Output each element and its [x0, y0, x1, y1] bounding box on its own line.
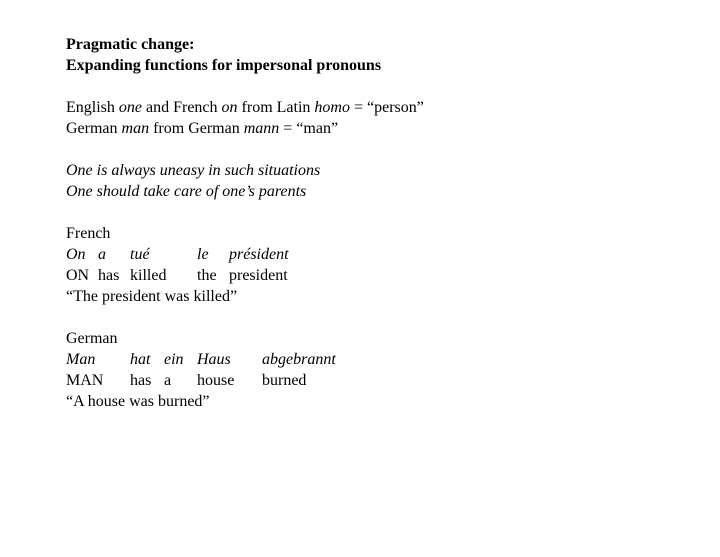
gloss-word: house: [197, 372, 235, 389]
spacer: [66, 139, 424, 160]
gloss-word: tué: [130, 246, 150, 263]
etymology-text: from German: [149, 120, 244, 137]
gloss-word: has: [130, 372, 152, 389]
french-source-line: [66, 244, 424, 265]
etymology-line-english-french: [66, 97, 424, 118]
slide-title-line-1: Pragmatic change:: [66, 36, 195, 53]
english-example: One should take care of one’s parents: [66, 183, 307, 200]
german-label: German: [66, 330, 118, 347]
etymology-text: German: [66, 120, 122, 137]
gloss-word: killed: [130, 267, 167, 284]
spacer: [66, 76, 424, 97]
gloss-word: Haus: [197, 351, 231, 368]
gloss-word: a: [98, 246, 106, 263]
spacer: [66, 307, 424, 328]
french-gloss-line: [66, 265, 424, 286]
etymology-term: man: [121, 120, 150, 137]
etymology-term: homo: [314, 99, 350, 116]
etymology-text: English: [66, 99, 119, 116]
gloss-word: MAN: [66, 372, 104, 389]
gloss-word: burned: [262, 372, 307, 389]
gloss-word: ON: [66, 267, 90, 284]
german-gloss-line: [66, 370, 424, 391]
gloss-word: a: [164, 372, 172, 389]
slide-content: [66, 34, 424, 412]
spacer: [66, 202, 424, 223]
french-label: French: [66, 225, 111, 242]
etymology-line-german: [66, 118, 424, 139]
etymology-term: one: [118, 99, 142, 116]
gloss-word: hat: [130, 351, 151, 368]
gloss-word: the: [197, 267, 217, 284]
gloss-word: le: [197, 246, 209, 263]
gloss-word: has: [98, 267, 120, 284]
etymology-text: from Latin: [237, 99, 315, 116]
etymology-term: mann: [243, 120, 280, 137]
gloss-word: Man: [66, 351, 96, 368]
etymology-term: on: [221, 99, 238, 116]
gloss-word: On: [66, 246, 86, 263]
french-translation: “The president was killed”: [66, 288, 238, 305]
german-translation: “A house was burned”: [66, 393, 210, 410]
gloss-word: president: [229, 267, 288, 284]
etymology-text: = “person”: [349, 99, 424, 116]
etymology-text: = “man”: [279, 120, 339, 137]
etymology-text: and French: [142, 99, 222, 116]
english-example: One is always uneasy in such situations: [66, 162, 321, 179]
gloss-word: président: [229, 246, 289, 263]
gloss-word: abgebrannt: [262, 351, 336, 368]
slide-title-line-2: Expanding functions for impersonal pronouns: [66, 57, 382, 74]
gloss-word: ein: [164, 351, 184, 368]
german-source-line: [66, 349, 424, 370]
